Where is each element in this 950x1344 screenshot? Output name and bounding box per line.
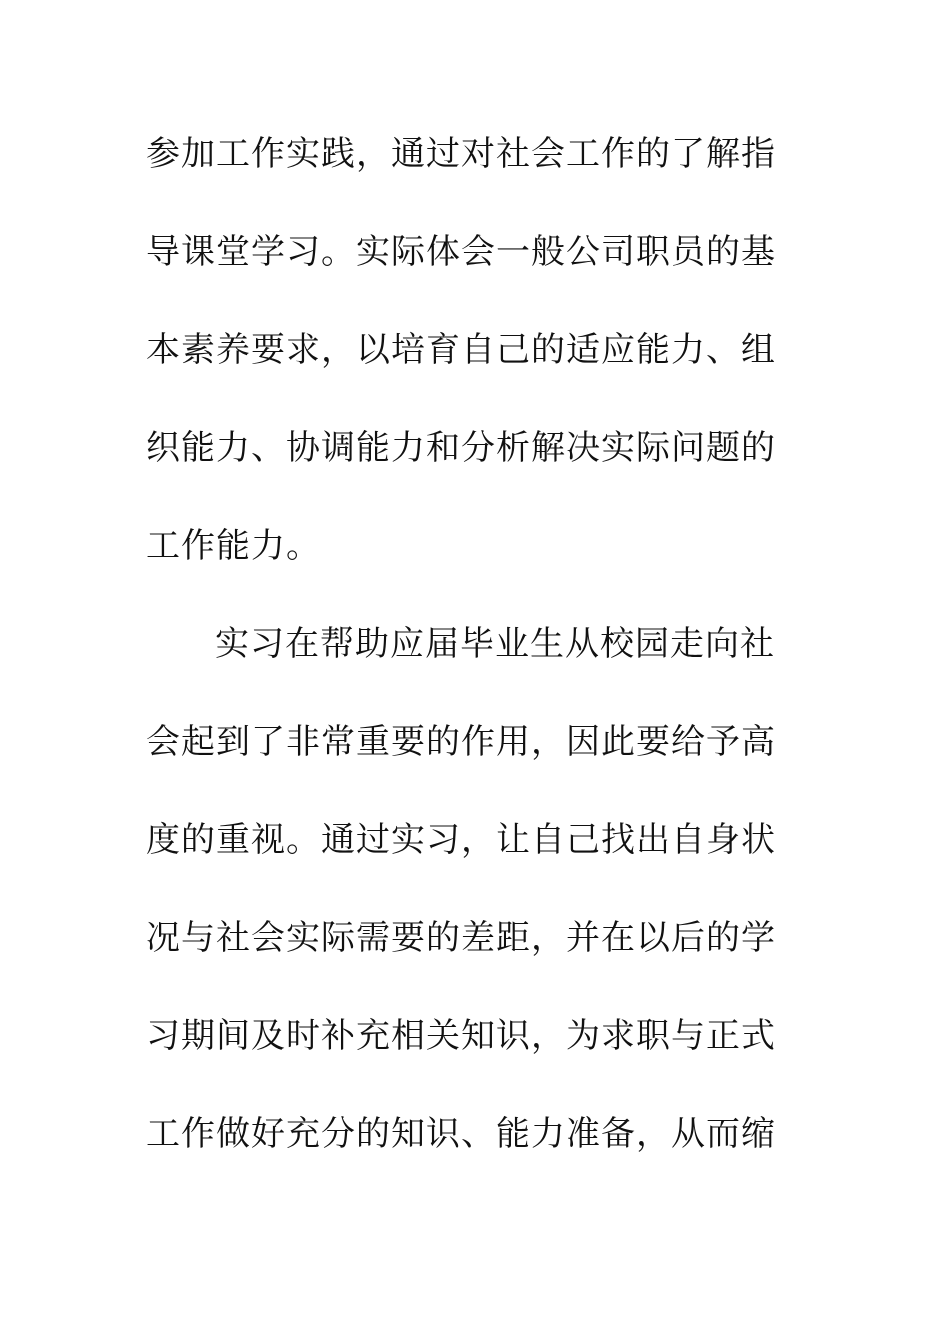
text-line: 习期间及时补充相关知识，为求职与正式	[146, 1016, 776, 1056]
text-line: 织能力、协调能力和分析解决实际问题的	[146, 428, 776, 468]
text-line: 度的重视。通过实习，让自己找出自身状	[146, 820, 776, 860]
text-line: 会起到了非常重要的作用，因此要给予高	[146, 722, 776, 762]
text-line: 本素养要求，以培育自己的适应能力、组	[146, 330, 776, 370]
text-line: 工作做好充分的知识、能力准备，从而缩	[146, 1114, 776, 1154]
text-line: 导课堂学习。实际体会一般公司职员的基	[146, 232, 776, 272]
paragraph-start-line: 实习在帮助应届毕业生从校园走向社	[215, 624, 775, 664]
text-line: 参加工作实践，通过对社会工作的了解指	[146, 134, 776, 174]
body-text	[146, 124, 786, 1202]
text-line: 况与社会实际需要的差距，并在以后的学	[146, 918, 776, 958]
text-line: 工作能力。	[146, 526, 321, 566]
